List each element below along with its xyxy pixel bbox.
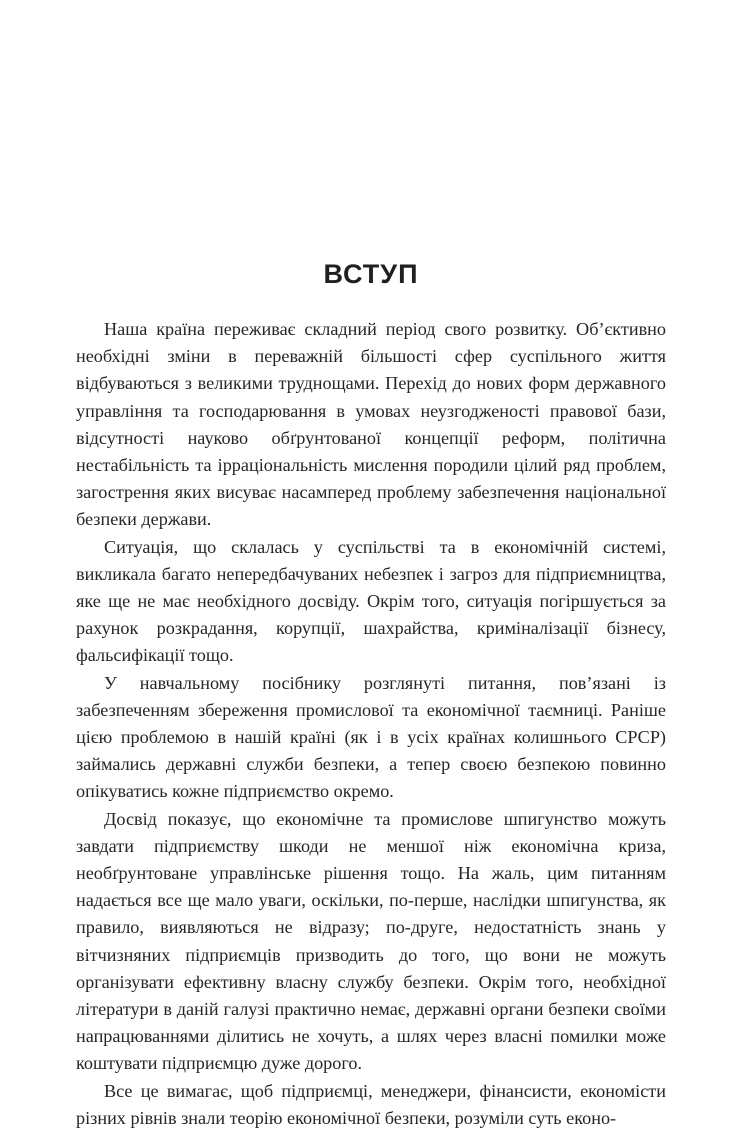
paragraph-2: Ситуація, що склалась у суспільстві та в економічній системі, викликала багато непередбачуваних небезпек і загроз для підприємництва, яке ще не має необхідного досвіду. Окрім того, ситуація погіршується за рахунок розкрадання, корупції, шахрайства, криміналізації бізнесу, фальсифікації тощо. <box>76 536 666 666</box>
paragraph-3: У навчальному посібнику розглянуті питання, пов’язані із забезпеченням збереження промислової та економічної таємниці. Раніше цією проблемою в нашій країні (як і в усіх країнах колишнього СРСР) займались державні служби безпеки, а тепер своєю безпекою повинно опікуватись кожне підприємство окремо. <box>76 672 666 802</box>
page-title: ВСТУП <box>323 259 419 289</box>
paragraph-1: Наша країна переживає складний період свого розвитку. Об’єктивно необхідні зміни в переважній більшості сфер суспільного життя відбуваються з великими труднощами. Перехід до нових форм державного управління та господарювання в умовах неузгодженості правової бази, відсутності науково обґрунтованої концепції реформ, політична нестабільність та ірраціональність мислення породили цілий ряд проблем, загострення яких висуває насамперед проблему забезпечення національної безпеки держави. <box>76 319 666 530</box>
body-text <box>76 316 666 1132</box>
paragraph-5: Все це вимагає, щоб підприємці, менеджери, фінансисти, економісти різних рівнів знали теорію економічної безпеки, розуміли суть еконо- <box>76 1080 666 1128</box>
paragraph-4: Досвід показує, що економічне та промислове шпигунство можуть завдати підприємству шкоди не меншої ніж економічна криза, необґрунтоване управлінське рішення тощо. На жаль, цим питанням надається все ще мало уваги, оскільки, по-перше, наслідки шпигунства, як правило, виявляються не відразу; по-друге, недостатність знань у вітчизняних підприємців призводить до того, що вони не можуть організувати ефективну власну службу безпеки. Окрім того, необхідної літератури в даній галузі практично немає, державні органи безпеки своїми напрацюваннями ділитись не хочуть, а шлях через власні помилки може коштувати підприємцю дуже дорого. <box>76 808 666 1074</box>
